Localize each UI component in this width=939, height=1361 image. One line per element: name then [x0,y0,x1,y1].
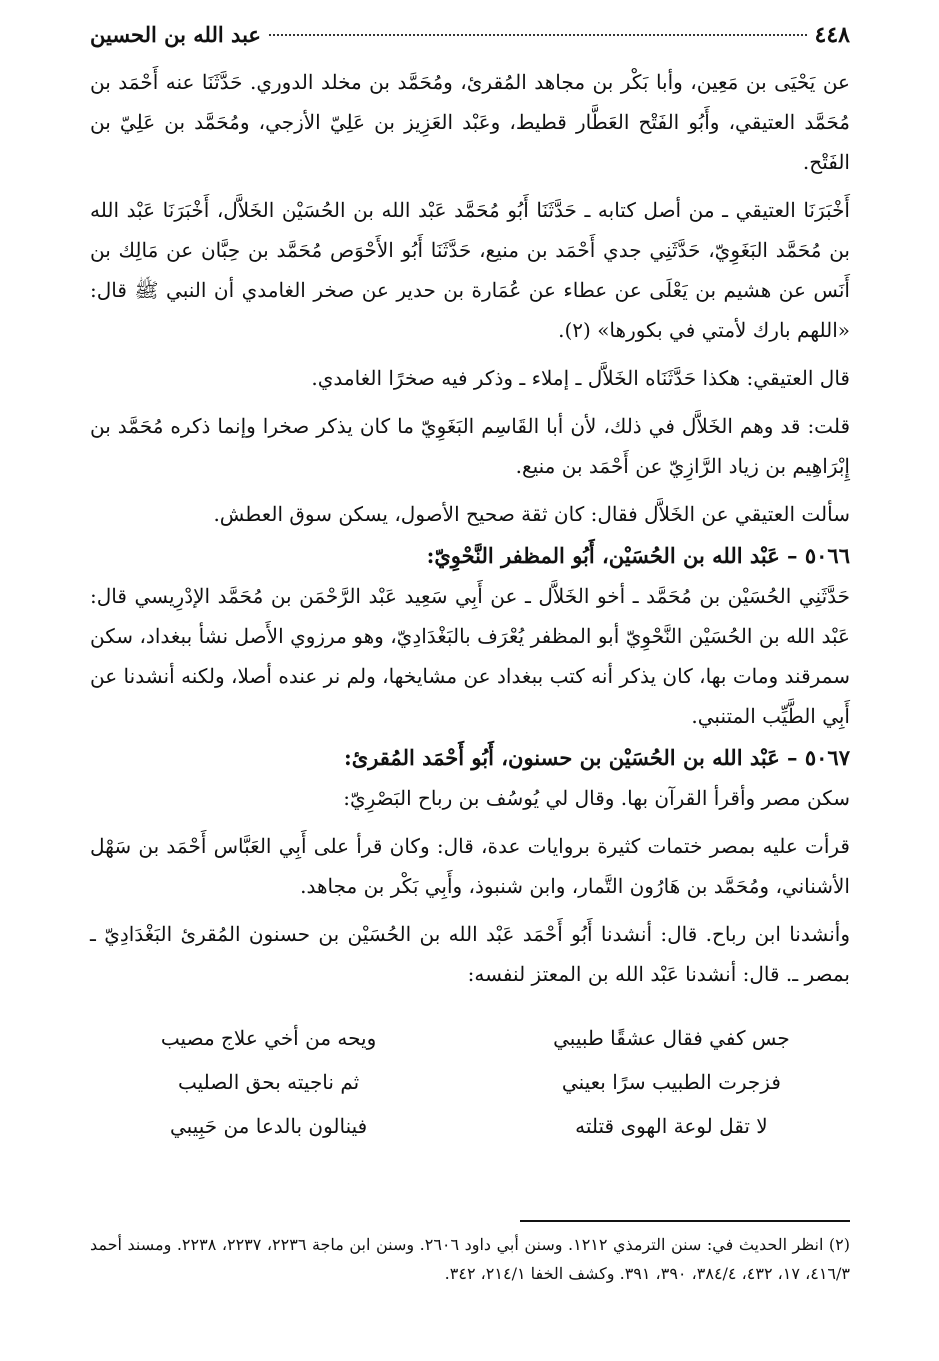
entry-5067-paragraph-1: سكن مصر وأقرأ القرآن بها. وقال لي يُوسُف بن رباح البَصْرِيّ: [343,786,850,810]
verse-first-hemistich: لا تقل لوعة الهوى قتلته [575,1114,768,1138]
poem-verse-2 [90,1060,850,1104]
entry-5067-paragraph-2: قرأت عليه بمصر ختمات كثيرة بروايات عدة، قال: وكان قرأ على أَبِي العَبَّاس أَحْمَد بن سَهْل الأشناني، ومُحَمَّد بن هَارُون التَّمار، وابن شنبوذ، وأَبِي بَكْر بن مجاهد. [90,834,850,898]
verse-second-hemistich: ويحه من أخي علاج مصيب [160,1026,377,1050]
verse-second-hemistich: ثم ناجيته بحق الصليب [177,1070,360,1094]
entry-5067-heading: ٥٠٦٧ – عَبْد الله بن الحُسَيْن بن حسنون، أَبُو أَحْمَد المُقرئ: [344,745,850,770]
paragraph-3: قال العتيقي: هكذا حَدَّثَنَاه الخَلاَّل ـ إملاء ـ وذكر فيه صخرًا الغامدي. [311,366,850,390]
poem-verse-1 [90,1016,850,1060]
paragraph-4: قلت: قد وهم الخَلاَّل في ذلك، لأن أبا القَاسِم البَغَوِيّ ما كان يذكر صخرا وإنما ذكره مُحَمَّد بن إِبْرَاهِيم بن زياد الرَّازِيّ عن أَحْمَد بن منيع. [90,414,850,478]
page-number: ٤٤٨ [814,22,850,48]
verse-first-hemistich: جس كفي فقال عشقًا طبيبي [553,1026,790,1050]
footnote-separator [520,1220,850,1222]
verse-first-hemistich: فزجرت الطبيب سرًا بعيني [561,1070,781,1094]
paragraph-2: أَخْبَرَنَا العتيقي ـ من أصل كتابه ـ حَدَّثَنَا أَبُو مُحَمَّد عَبْد الله بن الحُسَيْن الخَلاَّل، أَخْبَرَنَا عَبْد الله بن مُحَمَّد البَغَوِيّ، حَدَّثَنِي جدي أَحْمَد بن منيع، حَدَّثَنَا أَبُو الأَحْوَص مُحَمَّد بن حِبَّان عن مَالِك بن أَنَس عن هشيم بن يَعْلَى عن عطاء عن عُمَارة بن حدير عن صخر الغامدي أن النبي ﷺ قال: «اللهم بارك لأمتي في بكورها» (٢). [90,198,850,342]
poem [90,1016,850,1148]
paragraph-1: عن يَحْيَى بن مَعِين، وأبا بَكْر بن مجاهد المُقرئ، ومُحَمَّد بن مخلد الدوري. حَدَّثَنَا عنه أَحْمَد بن مُحَمَّد العتيقي، وأَبُو الفَتْح العَطَّار قطيط، وعَبْد العَزِيز بن عَلِيّ الأزجي، ومُحَمَّد بن عَلِيّ بن الفَتْح. [90,70,850,174]
verse-second-hemistich: فينالون بالدعا من حَبِيبي [169,1114,368,1138]
paragraph-5: سألت العتيقي عن الخَلاَّل فقال: كان ثقة صحيح الأصول، يسكن سوق العطش. [213,502,850,526]
book-page [90,22,850,1342]
header-dot-leader [269,34,807,36]
poem-verse-3 [90,1104,850,1148]
entry-5066-text: حَدَّثَنِي الحُسَيْن بن مُحَمَّد ـ أخو الخَلاَّل ـ عن أَبِي سَعِيد عَبْد الرَّحْمَن بن مُحَمَّد الإدْرِيسي قال: عَبْد الله بن الحُسَيْن النَّحْوِيّ أبو المظفر يُعْرَف بالبَغْدَادِيّ، وهو مرزوي الأَصل نشأ ببغداد، سكن سمرقند ومات بها، كان يذكر أنه كتب ببغداد عن مشايخها، ولم نر عنده أصلا، ولكنه أنشدنا عن أَبِي الطَّيِّب المتنبي. [90,584,850,728]
running-header [90,22,850,62]
footnote: (٢) انظر الحديث في: سنن الترمذي ١٢١٢. وسنن أبي داود ٢٦٠٦. وسنن ابن ماجة ٢٢٣٦، ٢٢٣٧، ٢٢٣٨. ومسند أحمد ٤١٦/٣، ١٧، ٤٣٢، ٣٨٤/٤، ٣٩٠، ٣٩١. وكشف الخفا ٢١٤/١، ٣٤٢. [90,1235,851,1283]
entry-5067-paragraph-3: وأنشدنا ابن رباح. قال: أنشدنا أَبُو أَحْمَد عَبْد الله بن الحُسَيْن بن حسنون المُقرئ البَغْدَادِيّ ـ بمصر ـ. قال: أنشدنا عَبْد الله بن المعتز لنفسه: [90,922,850,986]
entry-5066-heading: ٥٠٦٦ – عَبْد الله بن الحُسَيْن، أَبُو المظفر النَّحْوِيّ: [426,543,850,568]
running-title: عبد الله بن الحسين [90,22,261,47]
